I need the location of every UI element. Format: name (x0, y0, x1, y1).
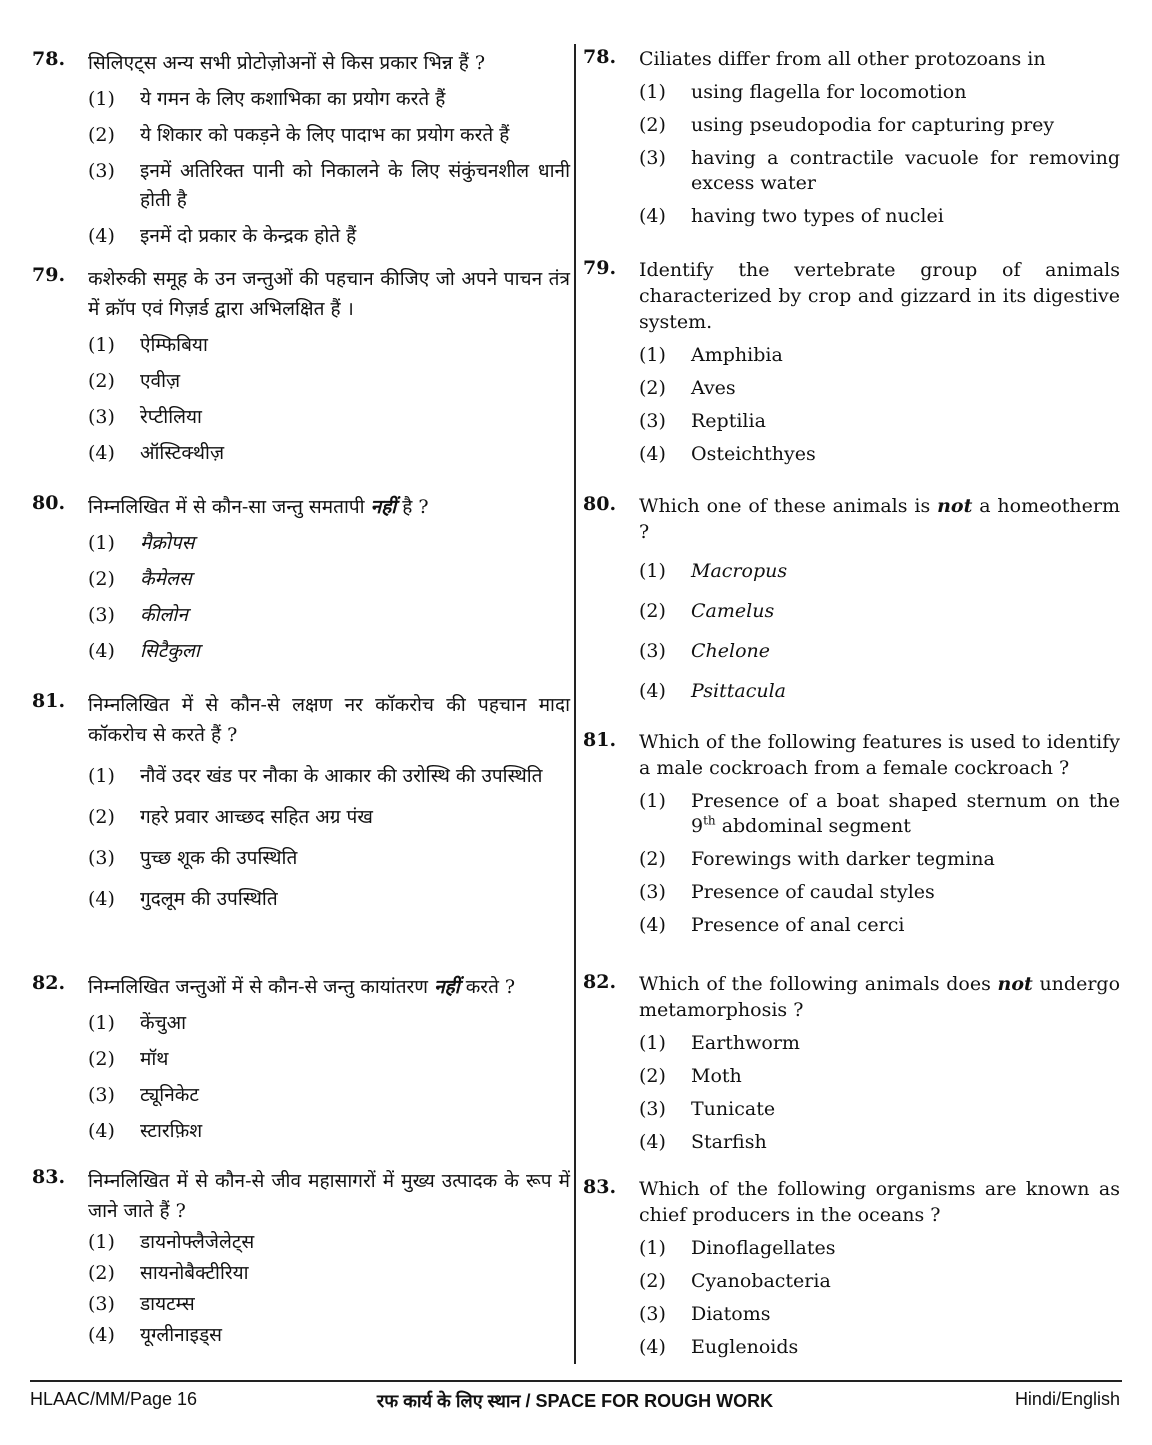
option-4: (4) having two types of nuclei (639, 205, 944, 227)
question-number: 82. (583, 971, 617, 993)
option-4: (4) गुदलूम की उपस्थिति (88, 888, 278, 910)
question-79-english (583, 257, 1120, 467)
option-2: (2) Aves (639, 377, 736, 399)
question-number: 79. (32, 264, 66, 286)
question-text: निम्नलिखित जन्तुओं में से कौन-से जन्तु कायांतरण नहीं करते ? (88, 976, 516, 998)
option-2: (2) Cyanobacteria (639, 1270, 831, 1292)
option-1: (1) Macropus (639, 560, 788, 582)
question-text: निम्नलिखित में से कौन-सा जन्तु समतापी नहीं है ? (88, 496, 429, 518)
option-4: (4) Starfish (639, 1131, 767, 1153)
question-text: सिलिएट्स अन्य सभी प्रोटोज़ोअनों से किस प्रकार भिन्न हैं ? (88, 52, 486, 74)
column-divider (574, 44, 576, 1364)
option-4: (4) सिटैकुला (88, 640, 200, 662)
option-4: (4) स्टारफ़िश (88, 1120, 203, 1142)
option-3: (3) रेप्टीलिया (88, 406, 202, 428)
option-3: (3) कीलोन (88, 604, 188, 626)
option-1: (1) ऐम्फिबिया (88, 334, 208, 356)
option-1: (1) Earthworm (639, 1032, 800, 1054)
question-number: 82. (32, 972, 66, 994)
question-81-hindi (32, 690, 570, 914)
option-4: (4) ऑस्टिक्थीज़ (88, 442, 225, 464)
option-1: (1) using flagella for locomotion (639, 81, 967, 103)
question-80-hindi (32, 492, 570, 666)
option-1: (1) Presence of a boat shaped sternum on the 9th abdominal segment (639, 790, 1120, 837)
option-1: (1) ये गमन के लिए कशाभिका का प्रयोग करते हैं (88, 88, 446, 110)
option-3: (3) Presence of caudal styles (639, 881, 935, 903)
question-text: Which of the following organisms are known as chief producers in the oceans ? (639, 1178, 1120, 1226)
emphasis-not: नहीं (434, 976, 460, 998)
footer-divider (30, 1380, 1122, 1382)
question-81-english (583, 729, 1120, 938)
option-1: (1) मैक्रोपस (88, 532, 195, 554)
question-83-english (583, 1176, 1120, 1360)
question-82-hindi (32, 972, 570, 1146)
question-83-hindi (32, 1166, 570, 1350)
emphasis-not: not (937, 495, 973, 517)
question-text: Ciliates differ from all other protozoans in (639, 48, 1046, 70)
option-4: (4) Euglenoids (639, 1336, 799, 1358)
question-text: निम्नलिखित में से कौन-से लक्षण नर कॉकरोच की पहचान मादा कॉकरोच से करते हैं ? (88, 694, 570, 746)
question-number: 79. (583, 257, 617, 279)
question-number: 83. (583, 1176, 617, 1198)
option-2: (2) Forewings with darker tegmina (639, 848, 995, 870)
question-78-hindi (32, 48, 570, 251)
option-1: (1) केंचुआ (88, 1012, 187, 1034)
question-text: निम्नलिखित में से कौन-से जीव महासागरों में मुख्य उत्पादक के रूप में जाने जाते हैं ? (88, 1170, 570, 1222)
option-2: (2) गहरे प्रवार आच्छद सहित अग्र पंख (88, 806, 373, 828)
option-2: (2) एवीज़ (88, 370, 181, 392)
option-3: (3) having a contractile vacuole for removing excess water (639, 147, 1120, 194)
option-4: (4) इनमें दो प्रकार के केन्द्रक होते हैं (88, 225, 357, 247)
option-3: (3) पुच्छ शूक की उपस्थिति (88, 847, 298, 869)
option-2: (2) मॉथ (88, 1048, 169, 1070)
option-3: (3) ट्यूनिकेट (88, 1084, 199, 1106)
rough-work-label: रफ कार्य के लिए स्थान / SPACE FOR ROUGH WORK (376, 1391, 774, 1411)
option-2: (2) ये शिकार को पकड़ने के लिए पादाभ का प्रयोग करते हैं (88, 124, 510, 146)
question-80-english (583, 493, 1120, 704)
question-78-english (583, 46, 1120, 229)
option-1: (1) नौवें उदर खंड पर नौका के आकार की उरोस्थि की उपस्थिति (88, 765, 543, 787)
page-code: HLAAC/MM/Page 16 (30, 1389, 198, 1409)
question-82-english (583, 971, 1120, 1155)
question-text: Identify the vertebrate group of animals characterized by crop and gizzard in its digestive system. (639, 259, 1120, 333)
question-number: 78. (583, 46, 617, 68)
option-3: (3) इनमें अतिरिक्त पानी को निकालने के लिए संकुंचनशील धानी होती है (88, 160, 570, 211)
option-4: (4) Osteichthyes (639, 443, 816, 465)
question-number: 83. (32, 1166, 66, 1188)
option-2: (2) Moth (639, 1065, 742, 1087)
language-label: Hindi/English (1014, 1389, 1120, 1409)
option-1: (1) डायनोफ्लैजेलेट्स (88, 1231, 255, 1253)
option-3: (3) Chelone (639, 640, 771, 662)
option-3: (3) Tunicate (639, 1098, 776, 1120)
option-2: (2) कैमेलस (88, 568, 192, 590)
question-text: Which one of these animals is not a homeotherm ? (639, 495, 1121, 543)
option-3: (3) Reptilia (639, 410, 766, 432)
option-3: (3) Diatoms (639, 1303, 771, 1325)
question-text: कशेरुकी समूह के उन जन्तुओं की पहचान कीजिए जो अपने पाचन तंत्र में क्रॉप एवं गिज़र्ड द्वारा अभिलक्षित हैं । (88, 268, 570, 320)
question-number: 80. (583, 493, 617, 515)
option-2: (2) using pseudopodia for capturing prey (639, 114, 1055, 136)
question-number: 78. (32, 48, 66, 70)
question-text: Which of the following animals does not undergo metamorphosis ? (639, 973, 1121, 1021)
option-4: (4) यूग्लीनाइड्स (88, 1324, 222, 1346)
question-number: 81. (583, 729, 617, 751)
option-4: (4) Psittacula (639, 680, 786, 702)
option-3: (3) डायटम्स (88, 1293, 195, 1315)
question-79-hindi (32, 264, 570, 468)
question-text: Which of the following features is used to identify a male cockroach from a female cockroach ? (639, 731, 1120, 779)
question-number: 80. (32, 492, 66, 514)
option-2: (2) Camelus (639, 600, 775, 622)
option-1: (1) Dinoflagellates (639, 1237, 836, 1259)
option-4: (4) Presence of anal cerci (639, 914, 905, 936)
question-number: 81. (32, 690, 66, 712)
option-2: (2) सायनोबैक्टीरिया (88, 1262, 249, 1284)
emphasis-not: नहीं (370, 496, 397, 518)
emphasis-not: not (997, 973, 1033, 995)
option-1: (1) Amphibia (639, 344, 783, 366)
